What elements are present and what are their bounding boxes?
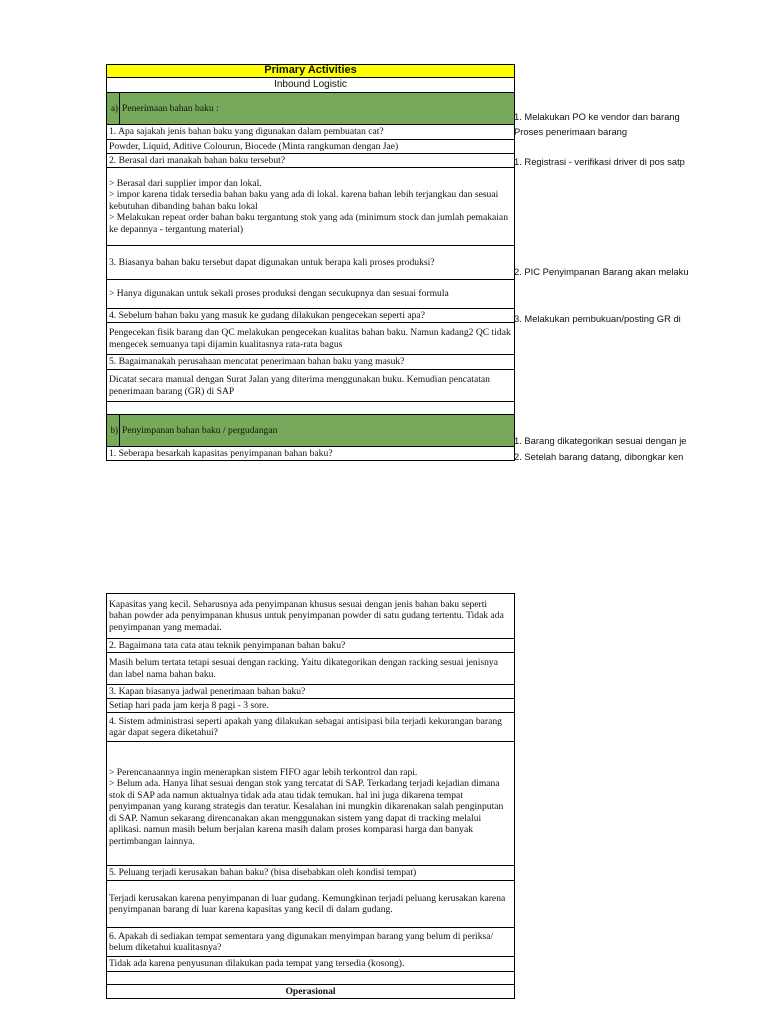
answer-row: > Hanya digunakan untuk sekali proses produksi dengan secukupnya dan sesuai formula: [107, 280, 515, 309]
section-label: a): [107, 93, 120, 125]
answer-row: Masih belum tertata tetapi sesuai dengan racking. Yaitu dikategorikan dengan racking sesuai jenisnya dan label nama bahan baku.: [107, 653, 515, 685]
side-note: 1. Barang dikategorikan sesuai dengan je: [514, 435, 687, 446]
table-title: Primary Activities: [107, 65, 515, 78]
question-row: 3. Kapan biasanya jadwal penerimaan bahan baku?: [107, 685, 515, 699]
empty-row: [107, 402, 515, 415]
side-note: Proses penerimaan barang: [514, 126, 628, 137]
table-subtitle: Inbound Logistic: [107, 78, 515, 93]
question-row: 1. Seberapa besarkah kapasitas penyimpanan bahan baku?: [107, 447, 515, 461]
side-note: 2. PIC Penyimpanan Barang akan melaku: [514, 266, 689, 277]
answer-row: Setiap hari pada jam kerja 8 pagi - 3 sore.: [107, 699, 515, 713]
question-row: 4. Sebelum bahan baku yang masuk ke gudang dilakukan pengecekan seperti apa?: [107, 309, 515, 323]
question-row: 5. Peluang terjadi kerusakan bahan baku? (bisa disebabkan oleh kondisi tempat): [107, 866, 515, 881]
side-note: 1. Melakukan PO ke vendor dan barang: [514, 111, 680, 122]
side-note: 1. Registrasi - verifikasi driver di pos satp: [514, 156, 685, 167]
answer-row: > Perencanaannya ingin menerapkan sistem FIFO agar lebih terkontrol dan rapi. > Belum ada. Hanya lihat sesuai dengan stok yang tercatat di SAP. Terkadang terjadi kejadian dimana stok di SAP ada namun aktualnya tidak ada atau tidak temukan. hal ini juga dikarena tempat penyimpanan yang kurang strategis dan teratur. Kesalahan ini mungkin dikarenakan salah penginputan di SAP. Namun sekarang direncanakan akan menggunakan sistem yang dapat di tracking melalui aplikasi. namun masih belum berjalan karena masih dalam proses komparasi harga dan banyak pertimbangan lainnya.: [107, 742, 515, 866]
empty-row: [107, 972, 515, 985]
question-row: 2. Berasal dari manakah bahan baku tersebut?: [107, 154, 515, 168]
question-row: 3. Biasanya bahan baku tersebut dapat digunakan untuk berapa kali proses produksi?: [107, 246, 515, 280]
side-note: 3. Melakukan pembukuan/posting GR di: [514, 313, 681, 324]
inbound-logistic-table: [106, 64, 515, 461]
section-heading: Penerimaan bahan baku :: [120, 93, 515, 125]
question-row: 1. Apa sajakah jenis bahan baku yang digunakan dalam pembuatan cat?: [107, 125, 515, 140]
question-row: 5. Bagaimanakah perusahaan mencatat penerimaan bahan baku yang masuk?: [107, 355, 515, 370]
answer-row: Dicatat secara manual dengan Surat Jalan yang diterima menggunakan buku. Kemudian pencatatan penerimaan barang (GR) di SAP: [107, 370, 515, 402]
question-row: 4. Sistem administrasi seperti apakah yang dilakukan sebagai antisipasi bila terjadi kekurangan barang agar dapat segera diketahui?: [107, 713, 515, 742]
side-note: 2. Setelah barang datang, dibongkar ken: [514, 451, 684, 462]
answer-row: Tidak ada karena penyusunan dilakukan pada tempat yang tersedia (kosong).: [107, 957, 515, 972]
question-row: 2. Bagaimana tata cata atau teknik penyimpanan bahan baku?: [107, 639, 515, 653]
answer-row: > Berasal dari supplier impor dan lokal. > impor karena tidak tersedia bahan baku yang ada di lokal. karena bahan lebih terjangkau dan sesuai kebutuhan dibanding bahan baku lokal > Melakukan repeat order bahan baku tergantung stok yang ada (minimum stock dan jumlah pemakaian ke depannya - tergantung material): [107, 168, 515, 246]
question-row: 6. Apakah di sediakan tempat sementara yang digunakan menyimpan barang yang belum di periksa/ belum diketahui kualitasnya?: [107, 928, 515, 957]
answer-row: Kapasitas yang kecil. Seharusnya ada penyimpanan khusus sesuai dengan jenis bahan baku seperti bahan powder ada penyimpanan khusus untuk penyimpanan powder di satu gudang tertentu. Tidak ada penyimpanan yang memadai.: [107, 594, 515, 639]
answer-row: Powder, Liquid, Aditive Colourun, Biocede (Minta rangkuman dengan Jae): [107, 140, 515, 154]
section-label: b): [107, 415, 120, 447]
section-heading: Penyimpanan bahan baku / pergudangan: [120, 415, 515, 447]
storage-table: [106, 593, 515, 999]
section-footer: Operasional: [107, 985, 515, 999]
answer-row: Terjadi kerusakan karena penyimpanan di luar gudang. Kemungkinan terjadi peluang kerusakan karena penyimpanan barang di luar karena kapasitas yang kecil di dalam gudang.: [107, 881, 515, 928]
answer-row: Pengecekan fisik barang dan QC melakukan pengecekan kualitas bahan baku. Namun kadang2 QC tidak mengecek semuanya tapi dijamin kualitasnya rata-rata bagus: [107, 323, 515, 355]
